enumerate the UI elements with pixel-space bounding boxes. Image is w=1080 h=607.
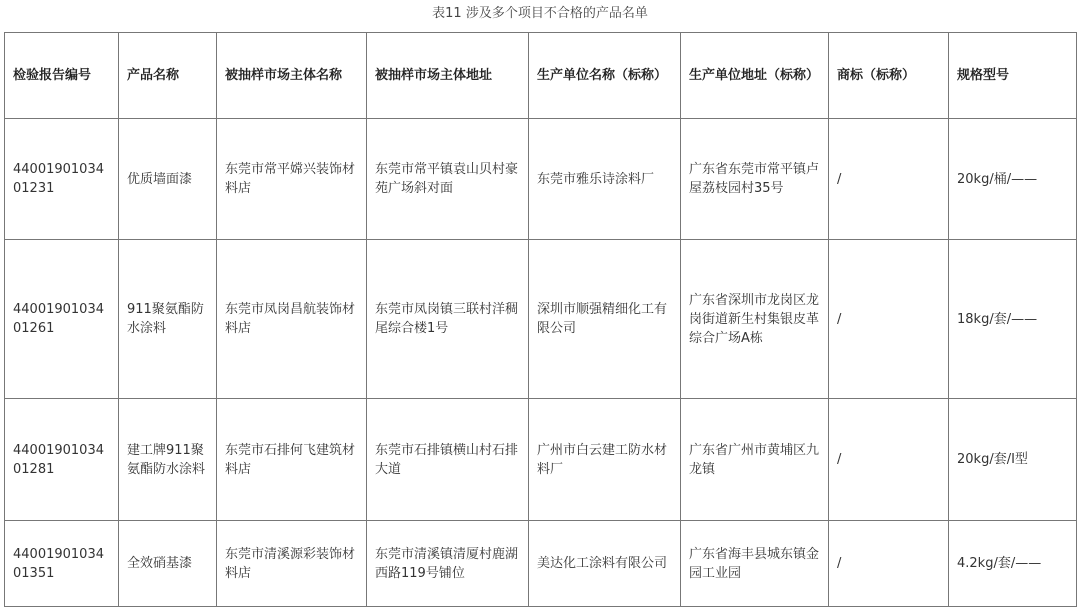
cell-report-no: 44001901034 01351 [5, 521, 119, 607]
cell-producer: 广州市白云建工防水材料厂 [529, 399, 681, 521]
cell-report-no: 44001901034 01261 [5, 240, 119, 399]
table-row [5, 119, 1077, 240]
cell-market-address: 东莞市凤岗镇三联村洋稠尾综合楼1号 [367, 240, 529, 399]
cell-trademark: / [829, 240, 949, 399]
cell-market-entity: 东莞市石排何飞建筑材料店 [217, 399, 367, 521]
unqualified-products-table [4, 32, 1077, 607]
cell-market-address: 东莞市常平镇袁山贝村豪苑广场斜对面 [367, 119, 529, 240]
cell-report-no: 44001901034 01281 [5, 399, 119, 521]
cell-producer-address: 广东省深圳市龙岗区龙岗街道新生村集银皮革综合广场A栋 [681, 240, 829, 399]
header-spec: 规格型号 [949, 33, 1077, 119]
cell-market-address: 东莞市清溪镇清厦村鹿湖西路119号铺位 [367, 521, 529, 607]
cell-product: 911聚氨酯防水涂料 [119, 240, 217, 399]
header-trademark: 商标（标称） [829, 33, 949, 119]
cell-product: 优质墙面漆 [119, 119, 217, 240]
table-caption: 表11 涉及多个项目不合格的产品名单 [432, 6, 648, 21]
cell-spec: 20kg/套/I型 [949, 399, 1077, 521]
cell-trademark: / [829, 521, 949, 607]
cell-trademark: / [829, 399, 949, 521]
cell-trademark: / [829, 119, 949, 240]
cell-report-no: 44001901034 01231 [5, 119, 119, 240]
cell-market-entity: 东莞市凤岗昌航装饰材料店 [217, 240, 367, 399]
header-market-entity: 被抽样市场主体名称 [217, 33, 367, 119]
cell-market-entity: 东莞市清溪源彩装饰材料店 [217, 521, 367, 607]
cell-producer-address: 广东省广州市黄埔区九龙镇 [681, 399, 829, 521]
cell-market-address: 东莞市石排镇横山村石排大道 [367, 399, 529, 521]
header-product: 产品名称 [119, 33, 217, 119]
cell-producer-address: 广东省海丰县城东镇金园工业园 [681, 521, 829, 607]
cell-spec: 18kg/套/—— [949, 240, 1077, 399]
cell-producer: 东莞市雅乐诗涂料厂 [529, 119, 681, 240]
table-row [5, 240, 1077, 399]
cell-spec: 4.2kg/套/—— [949, 521, 1077, 607]
header-market-address: 被抽样市场主体地址 [367, 33, 529, 119]
cell-spec: 20kg/桶/—— [949, 119, 1077, 240]
cell-product: 建工牌911聚氨酯防水涂料 [119, 399, 217, 521]
table-row [5, 521, 1077, 607]
table-row [5, 399, 1077, 521]
header-report-no: 检验报告编号 [5, 33, 119, 119]
cell-product: 全效硝基漆 [119, 521, 217, 607]
cell-market-entity: 东莞市常平嫦兴装饰材料店 [217, 119, 367, 240]
cell-producer: 深圳市顺强精细化工有限公司 [529, 240, 681, 399]
header-producer-address: 生产单位地址（标称） [681, 33, 829, 119]
cell-producer-address: 广东省东莞市常平镇卢屋荔枝园村35号 [681, 119, 829, 240]
header-row [5, 33, 1077, 119]
cell-producer: 美达化工涂料有限公司 [529, 521, 681, 607]
header-producer: 生产单位名称（标称） [529, 33, 681, 119]
